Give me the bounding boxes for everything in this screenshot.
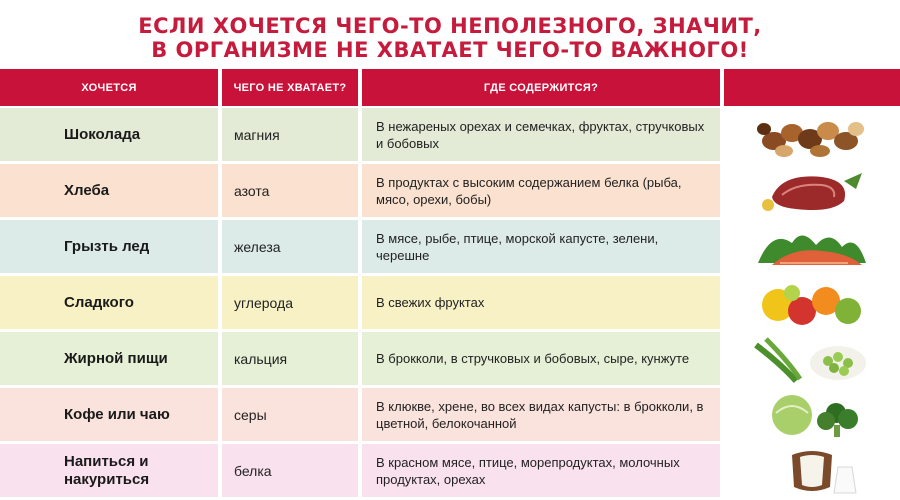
craving-cell: Жирной пищи (0, 332, 218, 385)
header-missing: ЧЕГО НЕ ХВАТАЕТ? (222, 69, 358, 106)
missing-cell: железа (222, 220, 358, 273)
source-cell: В продуктах с высоким содержанием белка (рыба, мясо, орехи, бобы) (362, 164, 720, 217)
craving-cell: Хлеба (0, 164, 218, 217)
source-cell: В красном мясе, птице, морепродуктах, молочных продуктах, орехах (362, 444, 720, 497)
craving-cell: Кофе или чаю (0, 388, 218, 441)
food-image-cell (724, 164, 900, 217)
table-row (0, 108, 900, 161)
title-line-1: ЕСЛИ ХОЧЕТСЯ ЧЕГО-ТО НЕПОЛЕЗНОГО, ЗНАЧИТ, (138, 14, 762, 38)
fruits-icon (752, 279, 872, 327)
food-image-cell (724, 276, 900, 329)
fish-greens-icon (752, 223, 872, 271)
title-line-2: В ОРГАНИЗМЕ НЕ ХВАТАЕТ ЧЕГО-ТО ВАЖНОГО! (151, 38, 749, 62)
beans-icon (752, 335, 872, 383)
cabbage-icon (752, 391, 872, 439)
food-image-cell (724, 388, 900, 441)
missing-cell: белка (222, 444, 358, 497)
table-row (0, 332, 900, 385)
missing-cell: серы (222, 388, 358, 441)
craving-cell: Сладкого (0, 276, 218, 329)
table-row (0, 444, 900, 497)
craving-cell: Напиться и накуриться (0, 444, 218, 497)
header-source: ГДЕ СОДЕРЖИТСЯ? (362, 69, 720, 106)
craving-cell: Шоколада (0, 108, 218, 161)
source-cell: В мясе, рыбе, птице, морской капусте, зелени, черешне (362, 220, 720, 273)
nuts-icon (752, 111, 872, 159)
table-row (0, 220, 900, 273)
food-image-cell (724, 444, 900, 497)
source-cell: В свежих фруктах (362, 276, 720, 329)
header-image (724, 69, 900, 106)
missing-cell: магния (222, 108, 358, 161)
missing-cell: углерода (222, 276, 358, 329)
food-image-cell (724, 220, 900, 273)
header-craving: ХОЧЕТСЯ (0, 69, 218, 106)
food-image-cell (724, 332, 900, 385)
source-cell: В клюкве, хрене, во всех видах капусты: в брокколи, в цветной, белокочанной (362, 388, 720, 441)
table-row (0, 276, 900, 329)
food-image-cell (724, 108, 900, 161)
meat-icon (752, 167, 872, 215)
source-cell: В нежареных орехах и семечках, фруктах, стручковых и бобовых (362, 108, 720, 161)
table-row (0, 164, 900, 217)
craving-cell: Грызть лед (0, 220, 218, 273)
table-row (0, 388, 900, 441)
missing-cell: кальция (222, 332, 358, 385)
page-title (0, 14, 900, 62)
table-header (0, 69, 900, 106)
missing-cell: азота (222, 164, 358, 217)
source-cell: В брокколи, в стручковых и бобовых, сыре, кунжуте (362, 332, 720, 385)
milk-icon (752, 447, 872, 495)
